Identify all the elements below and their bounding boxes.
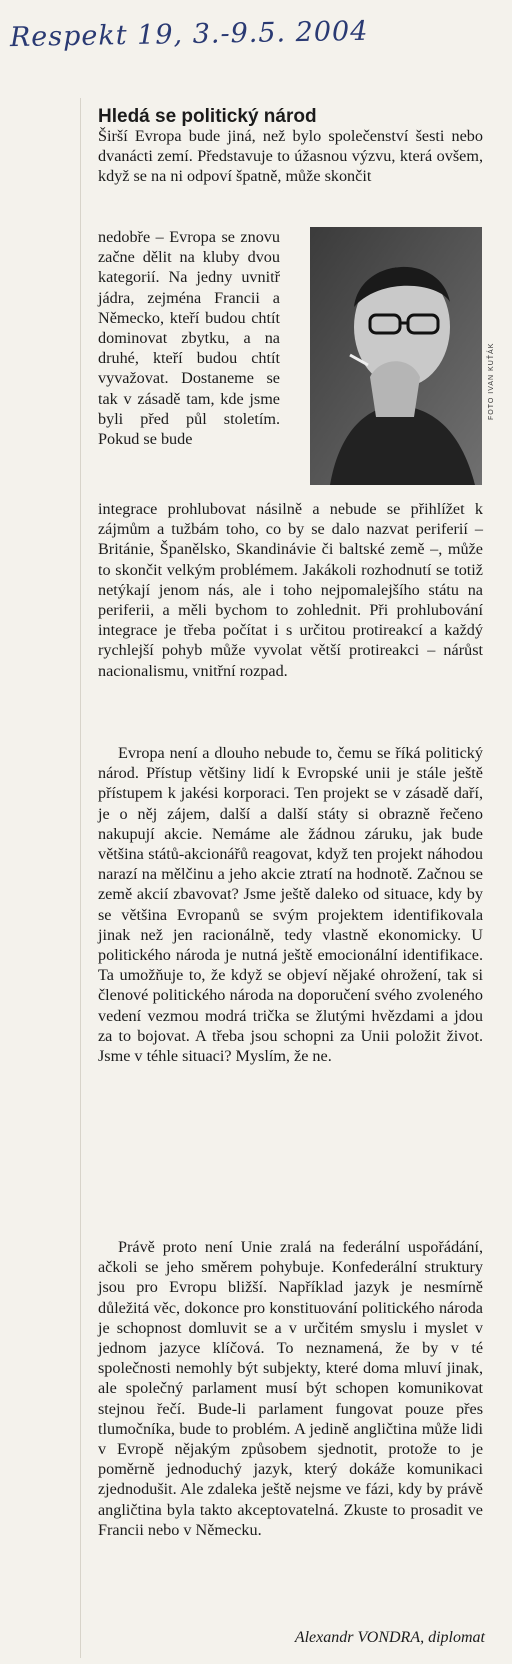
article-paragraph-2: Evropa není a dlouho nebude to, čemu se říká politický národ. Přístup většiny lidí k Evropské unii je stále ještě přístupem k jakési korporaci. Ten projekt se v zásadě daří, je o něj zájem, další a další státy si obrazně řečeno nakupují akcie. Nemáme ale žádnou záruku, jak bude většina států-akcionářů reagovat, když ten projekt náhodou narazí na mělčinu a jeho akcie ztratí na hodnotě. Začnou se země akcií zbavovat? Jsme ještě daleko od situace, kdy by se většina Evropanů se svým projektem identifikovala jinak než jen racionálně, tedy vlastně ekonomicky. U politického národa je nutná ještě emocionální identifikace. Ta umožňuje to, že když se objeví nějaké ohrožení, tak si členové politického národa na doporučení svého zvoleného vedení vezmou modrá trička se žlutými hvězdami a jdou za to bojovat. A třeba jsou schopni za Unii položit život. Jsme v téhle situaci? Myslím, že ne. (98, 744, 483, 1066)
article-headline: Hledá se politický národ (98, 106, 317, 127)
article-paragraph-intro: Širší Evropa bude jiná, než bylo společenství šesti nebo dvanácti zemí. Představuje to úžasnou výzvu, která ovšem, když se na ni odpoví špatně, může skončit (98, 127, 483, 186)
photo-credit: FOTO IVAN KUŤÁK (488, 342, 495, 420)
portrait-image (310, 227, 482, 485)
author-byline: Alexandr VONDRA, diplomat (294, 1629, 485, 1646)
article-paragraph-wrap: nedobře – Evropa se znovu začne dělit na kluby dvou kategorií. Na jedny uvnitř jádra, zejména Francii a Německo, kteří budou chtít dominovat zbytku, a na druhé, kteří budou chtít vyvažovat. Dostaneme se tak v zásadě tam, kde jsme byli před půl stoletím. Pokud se bude (98, 228, 280, 449)
article-paragraph-3: Právě proto není Unie zralá na federální uspořádání, ačkoli se jeho směrem pohybuje. Konfederální struktury jsou pro Evropu bližší. Například jazyk je nesmírně důležitá věc, dokonce pro konstituování politického národa je schopnost domluvit se a v určitém smyslu i myslet v jednom jazyce klíčová. To neznamená, že by v té společnosti nemohly být subjekty, které doma mluví jinak, ale společný parlament musí být schopen komunikovat stejnou řečí. Bude-li parlament fungovat pouze přes tlumočníka, bude to problém. A jedině angličtina může lidi v Evropě nějakým způsobem sjednotit, protože to je poměrně jednoduchý jazyk, který dokáže komunikaci zjednodušit. Ale zdaleka ještě nejsme ve fázi, kdy by právě angličtina byla takto akceptovatelná. Zkuste to prosadit ve Francii nebo v Německu. (98, 1238, 483, 1539)
handwritten-note: Respekt 19, 3.-9.5. 2004 (9, 15, 369, 54)
author-photo (310, 227, 482, 485)
article-paragraph-1-rest: integrace prohlubovat násilně a nebude se přihlížet k zájmům a tužbám toho, co by se dalo nazvat periferií – Británie, Španělsko, Skandinávie či baltské země –, může to skončit velkým problémem. Jakákoli rozhodnutí se totiž netýkají jenom nás, ale i toho nejpomalejšího státu na periferii, a měli bychom to zohlednit. Při prohlubování integrace je třeba počítat i s určitou protireakcí a každý rychlejší pohyb může vyvolat větší protireakci – nárůst nacionalismu, vnitřní rozpad. (98, 500, 483, 680)
